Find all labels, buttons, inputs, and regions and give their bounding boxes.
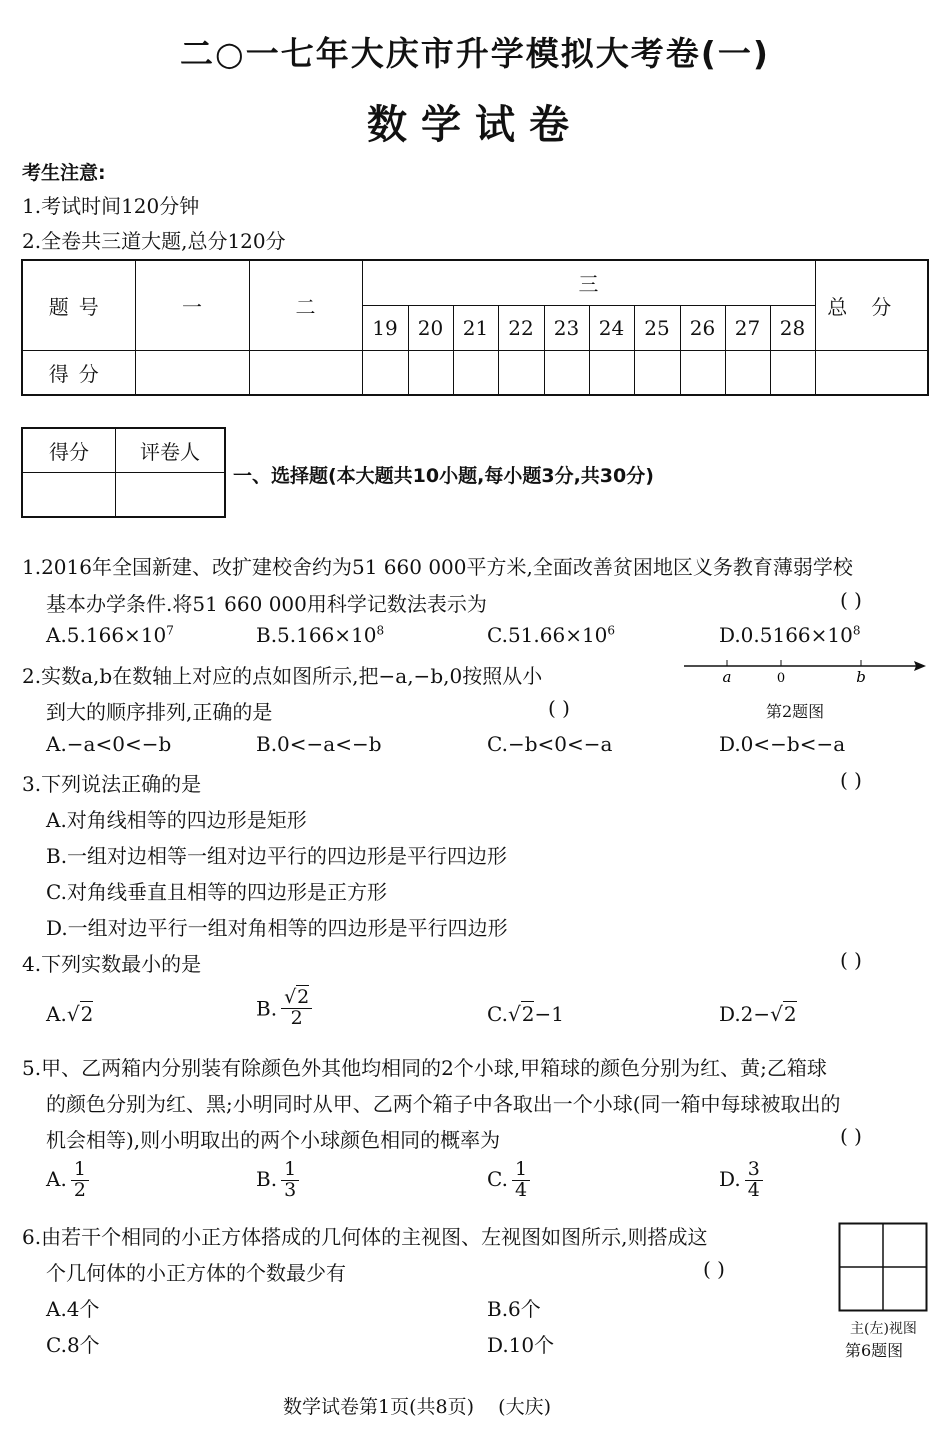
score-cell[interactable] <box>362 350 408 395</box>
q2-stem: 到大的顺序排列,正确的是 <box>46 700 273 724</box>
score-table <box>21 259 929 396</box>
score-cell[interactable] <box>725 350 770 395</box>
option-label: A. <box>46 1002 67 1026</box>
q4-stem: 4.下列实数最小的是 <box>22 952 202 976</box>
sub-col: 23 <box>544 305 589 350</box>
fraction <box>281 1160 299 1201</box>
q2-stem: 2.实数a,b在数轴上对应的点如图所示,把−a,−b,0按照从小 <box>22 664 543 688</box>
option-label: B. <box>256 996 278 1021</box>
notice-item: 2.全卷共三道大题,总分120分 <box>22 229 286 253</box>
score-cell[interactable] <box>408 350 453 395</box>
q6-option-a: A.4个 <box>46 1297 100 1321</box>
sub-col: 21 <box>453 305 498 350</box>
sub-col: 28 <box>770 305 815 350</box>
page-footer: 数学试卷第1页(共8页) (大庆) <box>283 1396 551 1418</box>
numerator: 1 <box>512 1160 530 1181</box>
q6-stem: 6.由若干个相同的小正方体搭成的几何体的主视图、左视图如图所示,则搭成这 <box>22 1225 708 1249</box>
q1-stem: 1.2016年全国新建、改扩建校舍约为51 660 000平方米,全面改善贫困地区义务教育薄弱学校 <box>22 555 853 579</box>
grader-score-label: 得分 <box>22 428 116 472</box>
col-total: 总分 <box>815 260 928 350</box>
option-label: B. <box>256 1166 278 1191</box>
score-cell[interactable] <box>770 350 815 395</box>
answer-paren: ( ) <box>703 1257 725 1281</box>
q2-option-c: C.−b<0<−a <box>487 732 613 756</box>
option-label: D.2− <box>719 1002 771 1026</box>
radicand: 2 <box>297 986 310 1008</box>
col-part-1: 一 <box>135 260 249 350</box>
score-cell[interactable] <box>815 350 928 395</box>
q1-option-c <box>487 623 615 647</box>
q2-option-a: A.−a<0<−b <box>46 732 172 756</box>
fraction <box>512 1160 530 1201</box>
score-cell[interactable] <box>453 350 498 395</box>
q1-option-a <box>46 623 174 647</box>
score-cell[interactable] <box>249 350 362 395</box>
view-figure <box>838 1222 930 1314</box>
q2-option-b: B.0<−a<−b <box>256 732 382 756</box>
axis-label: 0 <box>776 671 786 686</box>
grader-name-cell[interactable] <box>116 472 226 517</box>
denominator: 4 <box>747 1178 760 1201</box>
q5-option-c <box>487 1160 530 1201</box>
q3-option-a: A.对角线相等的四边形是矩形 <box>46 808 307 832</box>
grader-score-cell[interactable] <box>22 472 116 517</box>
option-label: C. <box>487 1166 508 1191</box>
q1-option-b <box>256 623 384 647</box>
sub-col: 25 <box>634 305 680 350</box>
radicand: 2 <box>80 1002 94 1026</box>
denominator: 2 <box>73 1178 86 1201</box>
q3-option-c: C.对角线垂直且相等的四边形是正方形 <box>46 880 387 904</box>
sub-col: 26 <box>680 305 725 350</box>
grader-name-label: 评卷人 <box>116 428 226 472</box>
q1-option-d <box>719 623 861 647</box>
answer-paren: ( ) <box>840 948 862 972</box>
q4-option-b <box>256 988 312 1029</box>
axis-label: a <box>722 668 732 686</box>
answer-paren: ( ) <box>840 588 862 612</box>
answer-paren: ( ) <box>840 768 862 792</box>
option-tail: −1 <box>534 1002 564 1026</box>
grader-table <box>21 427 226 518</box>
figure-caption: 第6题图 <box>845 1341 904 1360</box>
sub-col: 24 <box>589 305 634 350</box>
q4-option-a: A.√2 <box>46 1002 94 1026</box>
score-cell[interactable] <box>589 350 634 395</box>
score-cell[interactable] <box>634 350 680 395</box>
fraction <box>71 1160 89 1201</box>
col-part-3: 三 <box>362 260 815 305</box>
answer-paren: ( ) <box>548 696 570 720</box>
denominator: 3 <box>284 1178 297 1201</box>
option-label: A. <box>46 1166 67 1191</box>
q2-option-d: D.0<−b<−a <box>719 732 846 756</box>
radicand: 2 <box>521 1002 535 1026</box>
option-label: C. <box>487 1002 508 1026</box>
numerator: 1 <box>281 1160 299 1181</box>
q6-stem: 个几何体的小正方体的个数最少有 <box>46 1261 346 1285</box>
option-text: C.51.66×10 <box>487 623 608 647</box>
denominator: 4 <box>514 1178 528 1201</box>
option-text: D.0.5166×10 <box>719 623 853 647</box>
fraction <box>745 1160 763 1201</box>
subject-title: 数学试卷 <box>367 102 583 148</box>
q3-stem: 3.下列说法正确的是 <box>22 772 202 796</box>
sub-col: 22 <box>498 305 544 350</box>
exponent: 8 <box>852 623 861 638</box>
exponent: 8 <box>376 623 385 638</box>
q6-option-c: C.8个 <box>46 1333 100 1357</box>
section-heading: 一、选择题(本大题共10小题,每小题3分,共30分) <box>233 465 654 487</box>
q5-option-d <box>719 1160 763 1201</box>
score-cell[interactable] <box>544 350 589 395</box>
sub-col: 19 <box>362 305 408 350</box>
axis-label: b <box>856 668 866 686</box>
score-cell[interactable] <box>135 350 249 395</box>
q5-option-b <box>256 1160 299 1201</box>
row-label-score: 得分 <box>22 350 135 395</box>
answer-paren: ( ) <box>840 1124 862 1148</box>
exponent: 7 <box>166 623 174 638</box>
q1-stem: 基本办学条件.将51 660 000用科学记数法表示为 <box>46 592 487 616</box>
q5-stem: 5.甲、乙两箱内分别装有除颜色外其他均相同的2个小球,甲箱球的颜色分别为红、黄;乙箱球 <box>22 1056 827 1080</box>
q4-option-c: C.√2−1 <box>487 1002 564 1026</box>
q5-stem: 机会相等),则小明取出的两个小球颜色相同的概率为 <box>46 1128 501 1152</box>
col-part-2: 二 <box>249 260 362 350</box>
q5-option-a <box>46 1160 89 1201</box>
sub-col: 27 <box>725 305 770 350</box>
number-line-figure <box>680 652 930 688</box>
score-cell[interactable] <box>680 350 725 395</box>
denominator: 2 <box>290 1006 303 1029</box>
q3-option-d: D.一组对边平行一组对角相等的四边形是平行四边形 <box>46 916 508 940</box>
exam-title: 二○一七年大庆市升学模拟大考卷(一) <box>180 34 770 73</box>
figure-caption: 第2题图 <box>766 702 825 721</box>
q6-option-b: B.6个 <box>487 1297 541 1321</box>
sub-col: 20 <box>408 305 453 350</box>
notice-item: 1.考试时间120分钟 <box>22 194 200 218</box>
radicand: 2 <box>783 1002 797 1026</box>
fraction: $\frac{√2}{2}$ <box>281 988 312 1029</box>
q4-option-d: D.2−√2 <box>719 1002 797 1026</box>
option-text: A.5.166×10 <box>46 623 167 647</box>
q6-option-d: D.10个 <box>487 1333 555 1357</box>
score-cell[interactable] <box>498 350 544 395</box>
row-label-number: 题号 <box>22 260 135 350</box>
q5-stem: 的颜色分别为红、黑;小明同时从甲、乙两个箱子中各取出一个小球(同一箱中每球被取出的 <box>46 1092 841 1116</box>
q3-option-b: B.一组对边相等一组对边平行的四边形是平行四边形 <box>46 844 508 868</box>
figure-label: 主(左)视图 <box>850 1321 917 1337</box>
notice-heading: 考生注意: <box>22 162 106 184</box>
numerator: 3 <box>745 1160 763 1181</box>
option-label: D. <box>719 1166 741 1191</box>
numerator: 1 <box>71 1160 89 1181</box>
option-text: B.5.166×10 <box>256 623 377 647</box>
exponent: 6 <box>607 623 616 638</box>
